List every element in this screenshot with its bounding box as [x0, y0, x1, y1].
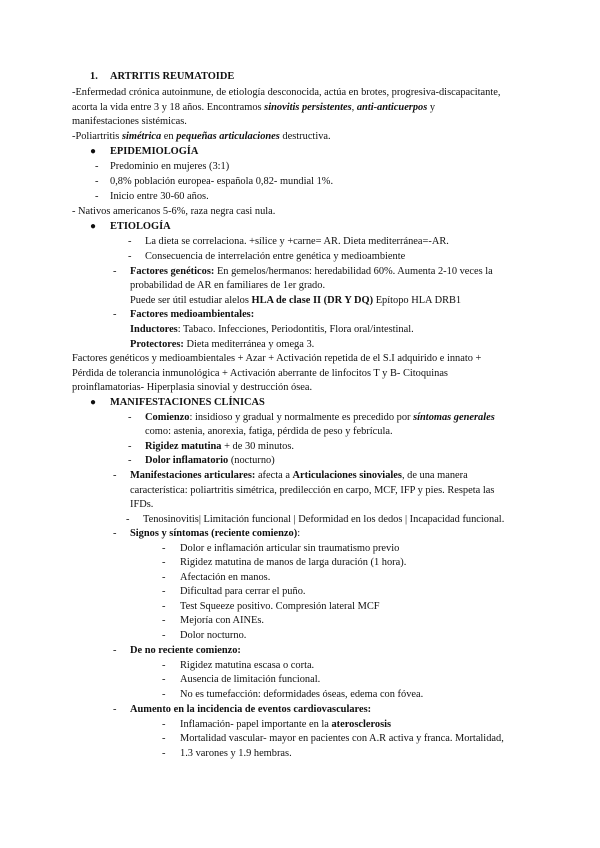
factores-geneticos: Factores genéticos: En gemelos/hermanos: heredabilidad 60%. Aumenta 2-10 veces la — [130, 266, 493, 277]
epi-item: Inicio entre 30-60 años. — [110, 191, 209, 202]
dash-icon: - — [162, 733, 166, 744]
dash-icon: - — [113, 528, 117, 539]
signo-item: Rigidez matutina de manos de larga duración (1 hora). — [180, 557, 407, 568]
dash-icon: - — [162, 748, 166, 759]
no-reciente-item: Rigidez matutina escasa o corta. — [180, 660, 315, 671]
manifestaciones-articulares: Manifestaciones articulares: afecta a Articulaciones sinoviales, de una manera — [130, 470, 468, 481]
dash-icon: - — [162, 557, 166, 568]
document-title: ARTRITIS REUMATOIDE — [110, 71, 235, 82]
etio-sub-item: Consecuencia de interrelación entre genética y medioambiente — [145, 251, 406, 262]
eventos-cardiovasculares: Aumento en la incidencia de eventos cardiovasculares: — [130, 704, 372, 715]
intro-line-4: -Poliartritis simétrica en pequeñas articulaciones destructiva. — [72, 131, 331, 142]
signo-item: Dolor nocturno. — [180, 630, 247, 641]
rigidez-matutina: Rigidez matutina + de 30 minutos. — [145, 441, 295, 452]
cv-item: Inflamación- papel importante en la aterosclerosis — [180, 719, 392, 730]
intro-line-3: manifestaciones sistémicas. — [72, 116, 187, 127]
dash-icon: - — [162, 586, 166, 597]
dash-icon: - — [113, 309, 117, 320]
tenosinovitis: Tenosinovitis| Limitación funcional | Deformidad en los dedos | Incapacidad funcional. — [143, 514, 505, 525]
dash-icon: - — [162, 660, 166, 671]
epi-item: Predominio en mujeres (3:1) — [110, 161, 230, 172]
cv-item: 1.3 varones y 1.9 hembras. — [180, 748, 292, 759]
factores-medioambientales: Factores medioambientales: — [130, 309, 255, 320]
dash-icon: - — [95, 191, 99, 202]
dash-icon: - — [95, 176, 99, 187]
bullet-icon: ● — [90, 146, 97, 157]
dash-icon: - — [113, 704, 117, 715]
bullet-icon: ● — [90, 221, 97, 232]
no-reciente-item: No es tumefacción: deformidades óseas, edema con fóvea. — [180, 689, 424, 700]
dash-icon: - — [128, 455, 132, 466]
etio-summary: Pérdida de tolerancia inmunológica + Activación aberrante de linfocitos T y B- Citoquinas — [72, 368, 448, 379]
signo-item: Mejoría con AINEs. — [180, 615, 264, 626]
dash-icon: - — [128, 251, 132, 262]
epi-extra: - Nativos americanos 5-6%, raza negra casi nula. — [72, 206, 276, 217]
heading-epidemiologia: EPIDEMIOLOGÍA — [110, 146, 199, 157]
signo-item: Dolor e inflamación articular sin traumatismo previo — [180, 543, 400, 554]
signo-item: Afectación en manos. — [180, 572, 271, 583]
bullet-icon: ● — [90, 397, 97, 408]
comienzo: Comienzo: insidioso y gradual y normalmente es precedido por síntomas generales — [145, 412, 495, 423]
signos-sintomas: Signos y síntomas (reciente comienzo): — [130, 528, 301, 539]
intro-line-2: acorta la vida entre 3 y 18 años. Encontramos sinovitis persistentes, anti-anticuerpos y — [72, 102, 436, 113]
protectores: Protectores: Dieta mediterránea y omega 3. — [130, 339, 315, 350]
heading-manifestaciones: MANIFESTACIONES CLÍNICAS — [110, 397, 265, 408]
etio-summary: Factores genéticos y medioambientales + Azar + Activación repetida de el S.I adquirido e innato + — [72, 353, 482, 364]
dash-icon: - — [162, 601, 166, 612]
signo-item: Test Squeeze positivo. Compresión lateral MCF — [180, 601, 380, 612]
dash-icon: - — [162, 615, 166, 626]
title-number: 1. — [90, 71, 98, 82]
inductores: Inductores: Tabaco. Infecciones, Periodontitis, Flora oral/intestinal. — [130, 324, 414, 335]
cv-item: Mortalidad vascular- mayor en pacientes con A.R activa y franca. Mortalidad, — [180, 733, 504, 744]
dash-icon: - — [128, 412, 132, 423]
manifestaciones-articulares-cont: IFDs. — [130, 499, 154, 510]
dash-icon: - — [162, 674, 166, 685]
dolor-inflamatorio: Dolor inflamatorio (nocturno) — [145, 455, 275, 466]
dash-icon: - — [95, 161, 99, 172]
dash-icon: - — [113, 470, 117, 481]
etio-summary: proinflamatorias- Hiperplasia sinovial y destrucción ósea. — [72, 382, 313, 393]
dash-icon: - — [126, 514, 130, 525]
manifestaciones-articulares-cont: característica: poliartritis simétrica, predilección en carpo, MCF, IFP y pies. Respeta las — [130, 485, 495, 496]
signo-item: Dificultad para cerrar el puño. — [180, 586, 306, 597]
dash-icon: - — [162, 719, 166, 730]
heading-etiologia: ETIOLOGÍA — [110, 221, 171, 232]
factores-geneticos-cont: probabilidad de AR en familiares de 1er grado. — [130, 280, 326, 291]
dash-icon: - — [113, 266, 117, 277]
no-reciente-comienzo: De no reciente comienzo: — [130, 645, 241, 656]
dash-icon: - — [162, 572, 166, 583]
factores-geneticos-hla: Puede ser útil estudiar alelos HLA de clase II (DR Y DQ) Epítopo HLA DRB1 — [130, 295, 462, 306]
comienzo-cont: como: astenia, anorexia, fatiga, pérdida de peso y febrícula. — [145, 426, 393, 437]
etio-sub-item: La dieta se correlaciona. +sílice y +carne= AR. Dieta mediterránea=-AR. — [145, 236, 449, 247]
dash-icon: - — [128, 441, 132, 452]
dash-icon: - — [113, 645, 117, 656]
intro-line-1: -Enfermedad crónica autoinmune, de etiología desconocida, actúa en brotes, progresiva-discapacitante, — [72, 87, 501, 98]
epi-item: 0,8% población europea- española 0,82- mundial 1%. — [110, 176, 334, 187]
no-reciente-item: Ausencia de limitación funcional. — [180, 674, 321, 685]
dash-icon: - — [162, 543, 166, 554]
dash-icon: - — [128, 236, 132, 247]
dash-icon: - — [162, 689, 166, 700]
dash-icon: - — [162, 630, 166, 641]
